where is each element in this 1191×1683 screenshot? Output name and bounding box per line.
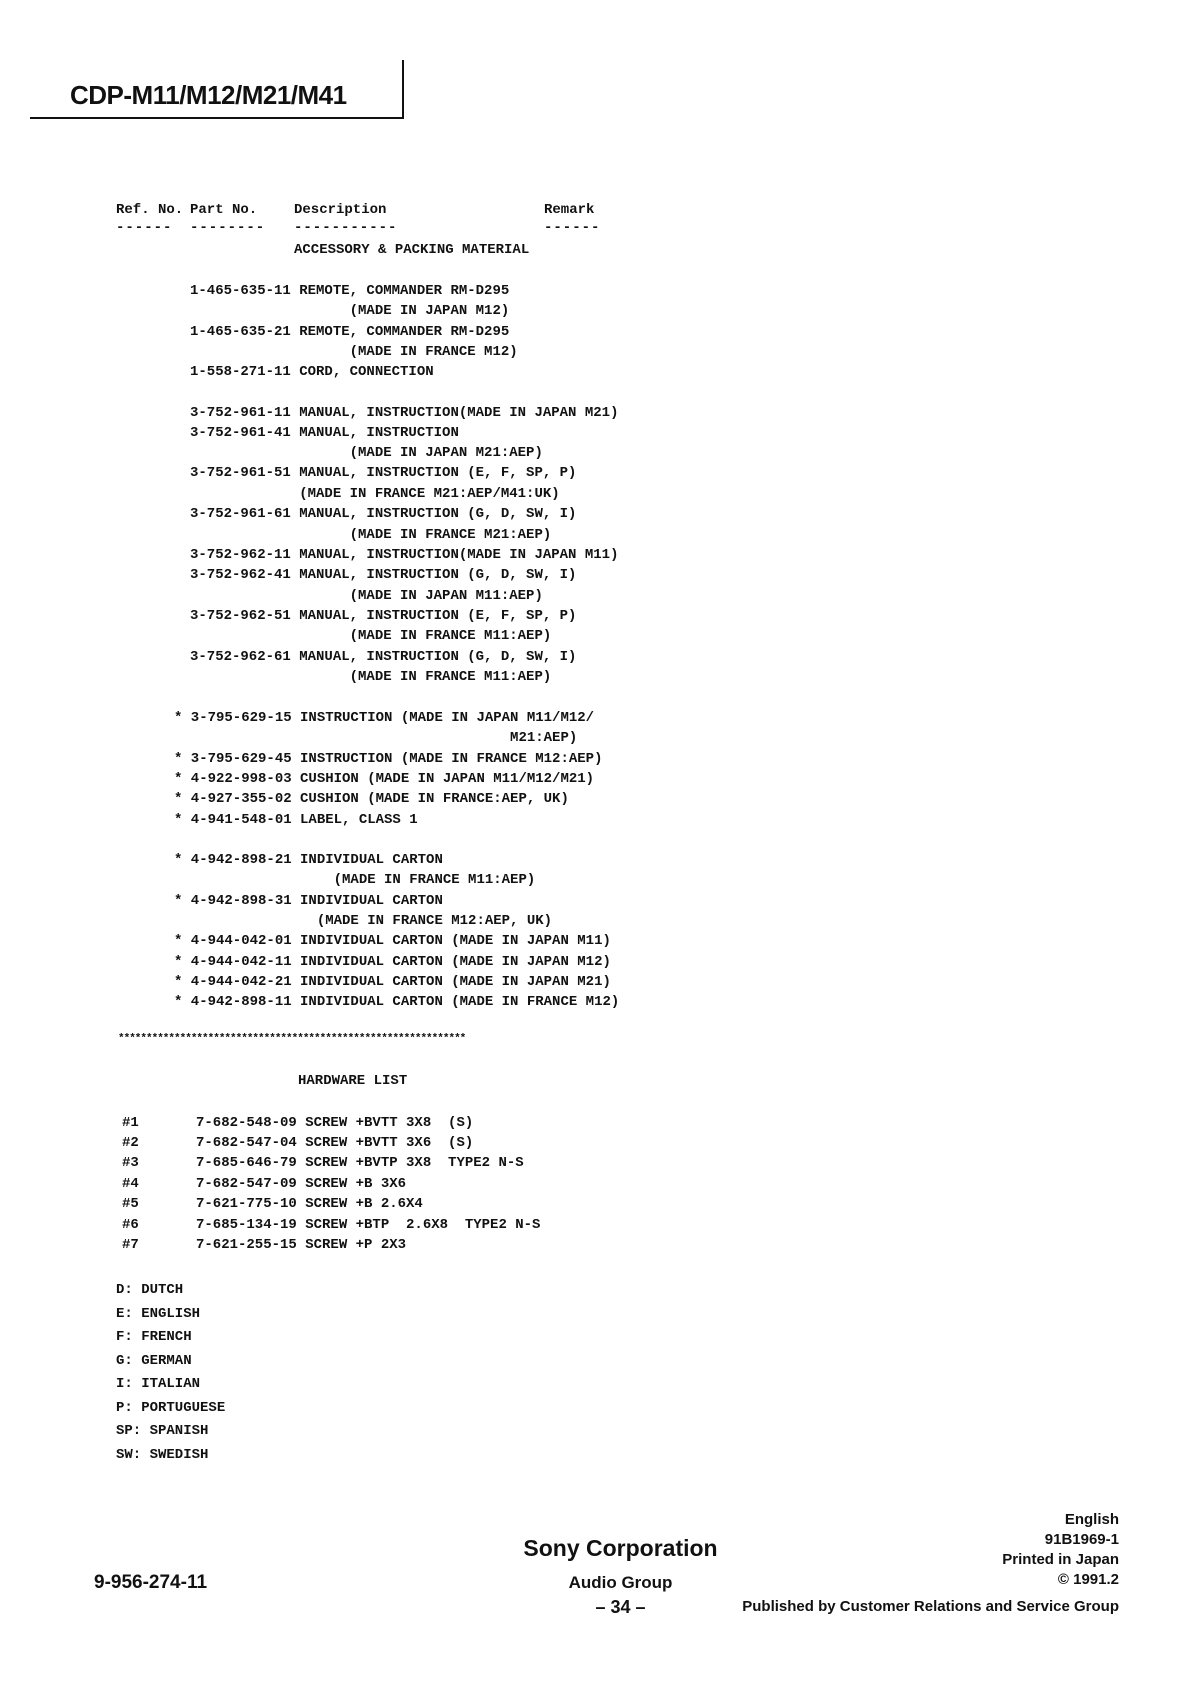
col-remark-heading: Remark: [544, 202, 595, 218]
hardware-ref: #2: [122, 1135, 139, 1151]
list-item: 1-465-635-21 REMOTE, COMMANDER RM-D295: [190, 324, 510, 340]
footer-company: Sony Corporation: [523, 1535, 718, 1561]
list-item: * 4-942-898-31 INDIVIDUAL CARTON: [174, 893, 443, 909]
list-item: * 4-942-898-11 INDIVIDUAL CARTON (MADE IN FRANCE M12): [174, 994, 620, 1010]
language-legend-item: D: DUTCH: [116, 1282, 184, 1298]
model-title: CDP-M11/M12/M21/M41: [70, 80, 347, 110]
language-legend-item: SW: SWEDISH: [116, 1447, 209, 1463]
list-item: (MADE IN FRANCE M11:AEP): [190, 669, 552, 685]
list-item: 1-465-635-11 REMOTE, COMMANDER RM-D295: [190, 283, 510, 299]
list-item: * 4-922-998-03 CUSHION (MADE IN JAPAN M11/M12/M21): [174, 771, 595, 787]
list-item: (MADE IN JAPAN M12): [190, 303, 510, 319]
list-item: * 4-944-042-11 INDIVIDUAL CARTON (MADE IN JAPAN M12): [174, 954, 611, 970]
hardware-ref: #1: [122, 1115, 139, 1131]
footer-group: Audio Group: [568, 1573, 673, 1592]
col-remark-rule: ------: [544, 220, 601, 236]
col-part-heading: Part No.: [190, 202, 258, 218]
hardware-line: 7-682-547-09 SCREW +B 3X6: [196, 1176, 407, 1192]
list-item: (MADE IN FRANCE M12:AEP, UK): [174, 913, 553, 929]
hardware-line: 7-685-134-19 SCREW +BTP 2.6X8 TYPE2 N-S: [196, 1217, 541, 1233]
list-item: * 4-944-042-01 INDIVIDUAL CARTON (MADE IN JAPAN M11): [174, 933, 611, 949]
list-item: (MADE IN JAPAN M11:AEP): [190, 588, 543, 604]
list-item: * 3-795-629-15 INSTRUCTION (MADE IN JAPAN M11/M12/: [174, 710, 595, 726]
language-legend-item: I: ITALIAN: [116, 1376, 201, 1392]
list-item: 1-558-271-11 CORD, CONNECTION: [190, 364, 434, 380]
footer-doc-code: 91B1969-1: [1044, 1531, 1119, 1548]
list-item: * 4-941-548-01 LABEL, CLASS 1: [174, 812, 418, 828]
list-item: M21:AEP): [174, 730, 578, 746]
footer-language: English: [1064, 1511, 1119, 1528]
page-number: – 34 –: [595, 1597, 646, 1617]
list-item: 3-752-962-61 MANUAL, INSTRUCTION (G, D, SW, I): [190, 649, 577, 665]
language-legend-item: SP: SPANISH: [116, 1423, 209, 1439]
hardware-line: 7-682-547-04 SCREW +BVTT 3X6 (S): [196, 1135, 474, 1151]
list-item: * 4-944-042-21 INDIVIDUAL CARTON (MADE IN JAPAN M21): [174, 974, 611, 990]
footer-part-number: 9-956-274-11: [94, 1572, 208, 1593]
hardware-ref: #3: [122, 1155, 139, 1171]
col-desc-heading: Description: [294, 202, 387, 218]
footer-copyright: © 1991.2: [1057, 1571, 1119, 1588]
language-legend-item: E: ENGLISH: [116, 1306, 201, 1322]
language-legend-item: F: FRENCH: [116, 1329, 192, 1345]
hardware-ref: #4: [122, 1176, 139, 1192]
hardware-line: 7-682-548-09 SCREW +BVTT 3X8 (S): [196, 1115, 474, 1131]
list-item: * 3-795-629-45 INSTRUCTION (MADE IN FRANCE M12:AEP): [174, 751, 603, 767]
list-item: 3-752-961-41 MANUAL, INSTRUCTION: [190, 425, 459, 441]
list-item: 3-752-962-51 MANUAL, INSTRUCTION (E, F, SP, P): [190, 608, 577, 624]
list-item: (MADE IN FRANCE M21:AEP/M41:UK): [190, 486, 560, 502]
list-item: (MADE IN JAPAN M21:AEP): [190, 445, 543, 461]
footer-publisher: Published by Customer Relations and Service Group: [742, 1598, 1119, 1615]
hardware-ref: #5: [122, 1196, 139, 1212]
hardware-line: 7-621-775-10 SCREW +B 2.6X4: [196, 1196, 423, 1212]
list-item: 3-752-961-11 MANUAL, INSTRUCTION(MADE IN JAPAN M21): [190, 405, 619, 421]
col-ref-heading: Ref. No.: [116, 202, 184, 218]
footer-printed: Printed in Japan: [1002, 1551, 1119, 1568]
list-item: (MADE IN FRANCE M21:AEP): [190, 527, 552, 543]
list-item: * 4-942-898-21 INDIVIDUAL CARTON: [174, 852, 443, 868]
list-item: 3-752-961-61 MANUAL, INSTRUCTION (G, D, SW, I): [190, 506, 577, 522]
col-desc-rule: -----------: [294, 220, 398, 236]
hardware-ref: #7: [122, 1237, 139, 1253]
list-item: (MADE IN FRANCE M12): [190, 344, 518, 360]
list-item: 3-752-962-41 MANUAL, INSTRUCTION (G, D, SW, I): [190, 567, 577, 583]
section-hardware-title: HARDWARE LIST: [298, 1073, 408, 1089]
section-accessory-title: ACCESSORY & PACKING MATERIAL: [294, 242, 530, 258]
list-item: 3-752-962-11 MANUAL, INSTRUCTION(MADE IN JAPAN M11): [190, 547, 619, 563]
hardware-line: 7-621-255-15 SCREW +P 2X3: [196, 1237, 407, 1253]
list-item: * 4-927-355-02 CUSHION (MADE IN FRANCE:AEP, UK): [174, 791, 569, 807]
col-ref-rule: ------: [116, 220, 173, 236]
hardware-line: 7-685-646-79 SCREW +BVTP 3X8 TYPE2 N-S: [196, 1155, 524, 1171]
list-item: 3-752-961-51 MANUAL, INSTRUCTION (E, F, SP, P): [190, 465, 577, 481]
list-item: (MADE IN FRANCE M11:AEP): [190, 628, 552, 644]
hardware-ref: #6: [122, 1217, 139, 1233]
language-legend-item: P: PORTUGUESE: [116, 1400, 226, 1416]
col-part-rule: --------: [190, 220, 266, 236]
header-box: [30, 60, 404, 119]
language-legend-item: G: GERMAN: [116, 1353, 192, 1369]
separator-line: **************************************************************: [118, 1033, 466, 1045]
list-item: (MADE IN FRANCE M11:AEP): [174, 872, 536, 888]
